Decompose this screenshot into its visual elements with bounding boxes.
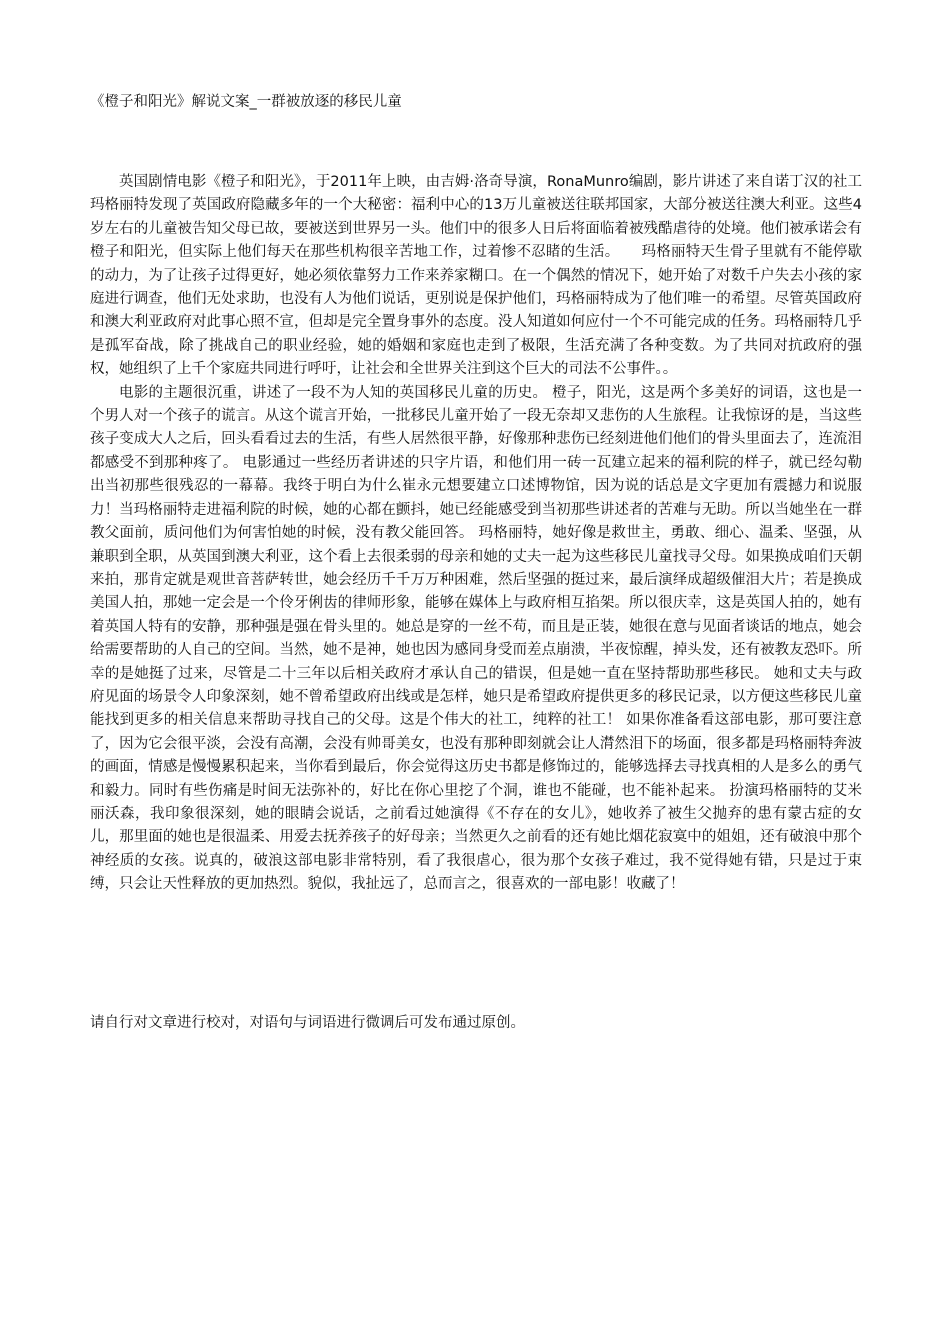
body-paragraph-2: 电影的主题很沉重，讲述了一段不为人知的英国移民儿童的历史。 橙子，阳光，这是两个多美好的词语，这也是一个男人对一个孩子的谎言。从这个谎言开始，一批移民儿童开始了一段无奈却又悲伤的人生旅程。让我惊讶的是，当这些孩子变成大人之后，回头看看过去的生活，有些人居然很平静，好像那种悲伤已经刻进他们他们的骨头里面去了，连流泪都感受不到那种疼了。 电影通过一些经历者讲述的只字片语，和他们用一砖一瓦建立起来的福利院的样子，就已经勾勒出当初那些很残忍的一幕幕。我终于明白为什么崔永元想要建立口述博物馆，因为说的话总是文字更加有震撼力和说服力！当玛格丽特走进福利院的时候，她的心都在颤抖，她已经能感受到当初那些讲述者的苦难与无助。所以当她坐在一群教父面前，质问他们为何害怕她的时候，没有教父能回答。 玛格丽特，她好像是救世主，勇敢、细心、温柔、坚强，从兼职到全职，从英国到澳大利亚，这个看上去很柔弱的母亲和她的丈夫一起为这些移民儿童找寻父母。如果换成咱们天朝来拍，那肯定就是观世音菩萨转世，她会经历千千万万种困难，然后坚强的挺过来，最后演绎成超级催泪大片；若是换成美国人拍，那她一定会是一个伶牙俐齿的律师形象，能够在媒体上与政府相互掐架。所以很庆幸，这是英国人拍的，她有着英国人特有的安静，那种强是强在骨头里的。她总是穿的一丝不苟，而且是正装，她很在意与见面者谈话的地点，她会给需要帮助的人自己的空间。当然，她不是神，她也因为感同身受而差点崩溃，半夜惊醒，掉头发，还有被教友恐吓。所幸的是她挺了过来，尽管是二十三年以后相关政府才承认自己的错误，但是她一直在坚持帮助那些移民。 她和丈夫与政府见面的场景令人印象深刻，她不曾希望政府出线或是怎样，她只是希望政府提供更多的移民记录，以方便这些移民儿童能找到更多的相关信息来帮助寻找自己的父母。这是个伟大的社工，纯粹的社工！ 如果你准备看这部电影，那可要注意了，因为它会很平淡，会没有高潮，会没有帅哥美女，也没有那种即刻就会让人潸然泪下的场面，很多都是玛格丽特奔波的画面，情感是慢慢累积起来，当你看到最后，你会觉得这历史书都是修饰过的，能够选择去寻找真相的人是多么的勇气和毅力。同时有些伤痛是时间无法弥补的，好比在你心里挖了个洞，谁也不能碰，也不能补起来。 扮演玛格丽特的艾米丽沃森，我印象很深刻，她的眼睛会说话，之前看过她演得《不存在的女儿》，她收养了被生父抛弃的患有蒙古症的女儿，那里面的她也是很温柔、用爱去抚养孩子的好母亲；当然更久之前看的还有她比烟花寂寞中的姐姐，还有破浪中那个神经质的女孩。说真的，破浪这部电影非常特别，看了我很虐心，很为那个女孩子难过，我不觉得她有错，只是过于束缚，只会让天性释放的更加热烈。貌似，我扯远了，总而言之，很喜欢的一部电影！收藏了！ [90, 384, 862, 893]
document-footer-note: 请自行对文章进行校对，对语句与词语进行微调后可发布通过原创。 [90, 1015, 525, 1031]
body-paragraph-1: 英国剧情电影《橙子和阳光》，于2011年上映，由吉姆·洛奇导演，RonaMunro编剧，影片讲述了来自诺丁汉的社工玛格丽特发现了英国政府隐藏多年的一个大秘密：福利中心的13万儿童被送往联邦国家，大部分被送往澳大利亚。这些4岁左右的儿童被告知父母已故，要被送到世界另一头。他们中的很多人日后将面临着被残酷虐待的处境。他们被承诺会有橙子和阳光，但实际上他们每天在那些机构很辛苦地工作，过着惨不忍睹的生活。 玛格丽特天生骨子里就有不能停歇的动力，为了让孩子过得更好，她必须依靠努力工作来养家糊口。在一个偶然的情况下，她开始了对数千户失去小孩的家庭进行调查，他们无处求助，也没有人为他们说话，更别说是保护他们，玛格丽特成为了他们唯一的希望。尽管英国政府和澳大利亚政府对此事心照不宣，但却是完全置身事外的态度。没人知道如何应付一个不可能完成的任务。玛格丽特几乎是孤军奋战，除了挑战自己的职业经验，她的婚姻和家庭也走到了极限，生活充满了各种变数。为了共同对抗政府的强权，她组织了上千个家庭共同进行呼吁，让社会和全世界关注到这个巨大的司法不公事件。。 [90, 174, 862, 378]
document-body [90, 171, 862, 897]
document-title: 《橙子和阳光》解说文案_一群被放逐的移民儿童 [90, 94, 402, 110]
